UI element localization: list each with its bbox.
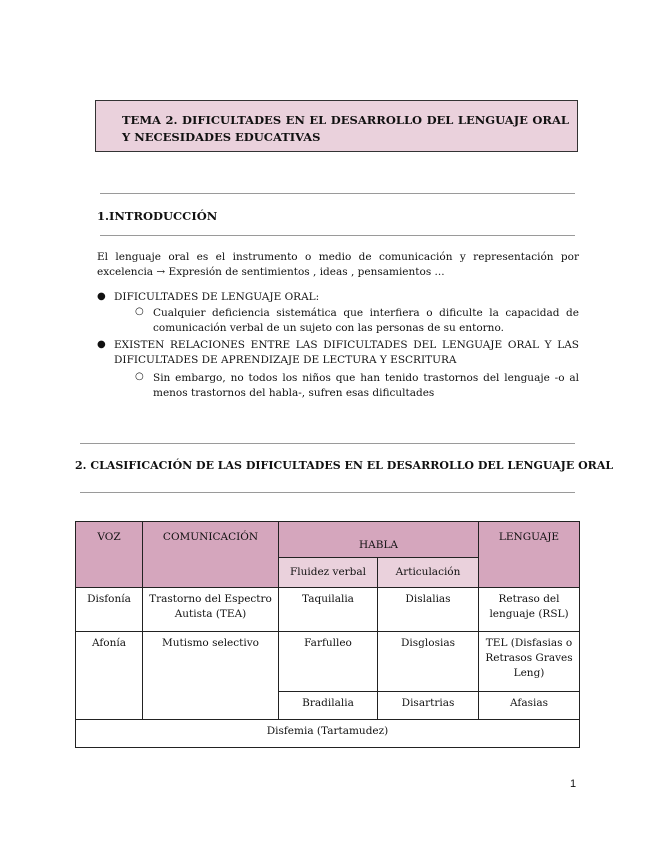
header-voz: VOZ [76, 522, 143, 588]
bullet-item: DIFICULTADES DE LENGUAJE ORAL: [114, 291, 320, 303]
cell-voz: Disfonía [76, 588, 143, 632]
circle-bullet-icon: ○ [135, 306, 144, 317]
cell-articulacion: Dislalias [378, 588, 479, 632]
section-heading-clasificacion: 2. CLASIFICACIÓN DE LAS DIFICULTADES EN EL DESARROLLO DEL LENGUAJE ORAL [75, 459, 614, 472]
classification-table [75, 521, 580, 748]
subheader-fluidez: Fluidez verbal [279, 558, 378, 588]
cell-articulacion: Disartrias [378, 692, 479, 720]
cell-fluidez: Farfulleo [279, 632, 378, 692]
cell-comunicacion: Mutismo selectivo [143, 632, 279, 720]
circle-bullet-icon: ○ [135, 371, 144, 382]
cell-lenguaje: Afasias [479, 692, 580, 720]
sub-bullet-item: Sin embargo, no todos los niños que han tenido trastornos del lenguaje -o al menos trastornos del habla-, sufren esas dificultades [153, 372, 579, 399]
bullet-dot-icon: ● [97, 291, 106, 302]
divider [80, 443, 575, 444]
document-title: TEMA 2. DIFICULTADES EN EL DESARROLLO DEL LENGUAJE ORAL Y NECESIDADES EDUCATIVAS [95, 100, 578, 152]
cell-disfemia: Disfemia (Tartamudez) [76, 720, 580, 748]
divider [100, 193, 575, 194]
intro-paragraph: El lenguaje oral es el instrumento o medio de comunicación y representación por excelencia → Expresión de sentimientos , ideas , pensamientos ... [97, 251, 579, 278]
cell-lenguaje: Retraso del lenguaje (RSL) [479, 588, 580, 632]
divider [100, 235, 575, 236]
bullet-item: EXISTEN RELACIONES ENTRE LAS DIFICULTADES DEL LENGUAJE ORAL Y LAS DIFICULTADES DE APRENDIZAJE DE LECTURA Y ESCRITURA [114, 339, 579, 366]
cell-lenguaje: TEL (Disfasias o Retrasos Graves Leng) [479, 632, 580, 692]
header-habla: HABLA [279, 522, 479, 558]
subheader-articulacion: Articulación [378, 558, 479, 588]
cell-articulacion: Disglosias [378, 632, 479, 692]
page-number: 1 [570, 778, 577, 790]
sub-bullet-item: Cualquier deficiencia sistemática que interfiera o dificulte la capacidad de comunicación verbal de un sujeto con las personas de su entorno. [153, 307, 579, 334]
cell-comunicacion: Trastorno del Espectro Autista (TEA) [143, 588, 279, 632]
header-comunicacion: COMUNICACIÓN [143, 522, 279, 588]
header-lenguaje: LENGUAJE [479, 522, 580, 588]
cell-fluidez: Bradilalia [279, 692, 378, 720]
cell-voz: Afonía [76, 632, 143, 720]
cell-fluidez: Taquilalia [279, 588, 378, 632]
bullet-dot-icon: ● [97, 339, 106, 350]
section-heading-introduccion: 1.INTRODUCCIÓN [97, 209, 218, 223]
divider [80, 492, 575, 493]
